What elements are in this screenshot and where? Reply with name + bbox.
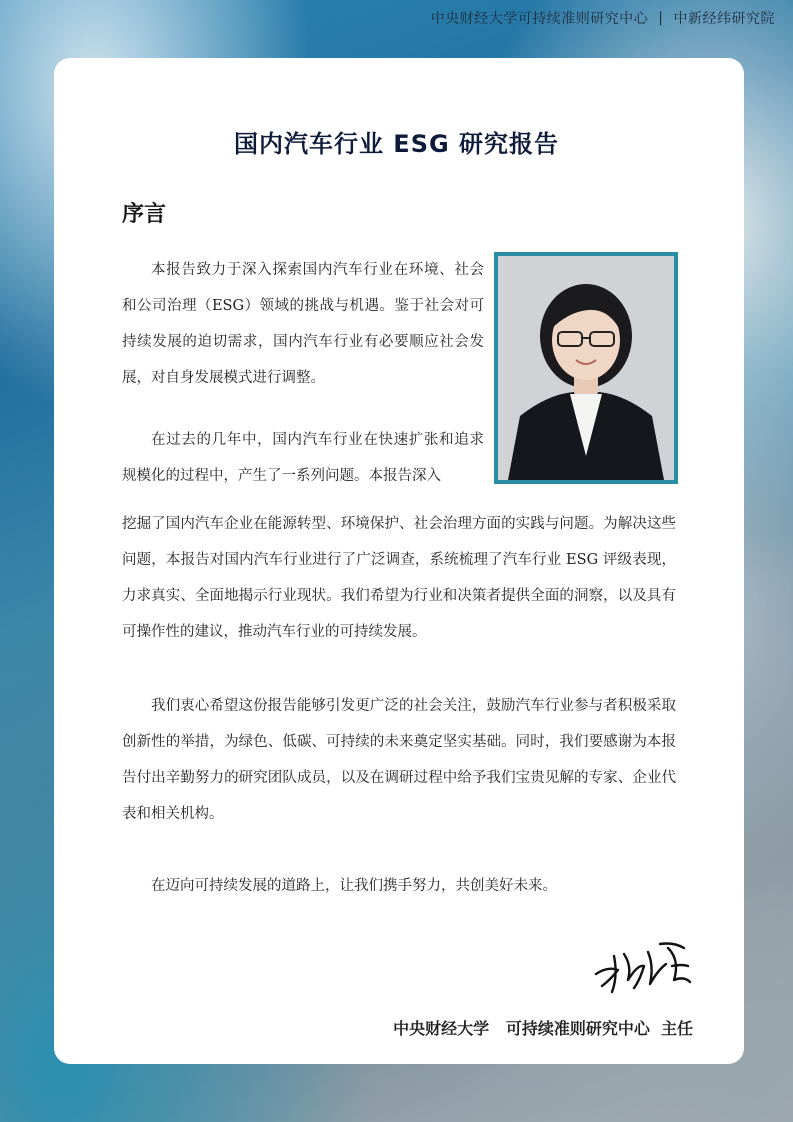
paragraph-4: 在迈向可持续发展的道路上，让我们携手努力，共创美好未来。: [151, 878, 557, 894]
report-title: 国内汽车行业 ESG 研究报告: [233, 130, 560, 158]
handwritten-signature: [588, 936, 698, 996]
paragraph-3: 我们衷心希望这份报告能够引发更广泛的社会关注，鼓励汽车行业参与者积极采取创新性的举措，为绿色、低碳、可持续的未来奠定坚实基础。同时，我们要感谢为本报告付出辛勤努力的研究团队成员，以及在调研过程中给予我们宝贵见解的专家、企业代表和相关机构。: [122, 698, 676, 822]
signer-title: 中央财经大学 可持续准则研究中心 主任: [393, 1019, 693, 1038]
header-org-2: 中新经纬研究院: [673, 11, 775, 27]
paragraph-2-part-1: 在过去的几年中，国内汽车行业在快速扩张和追求规模化的过程中，产生了一系列问题。本报告深入: [122, 432, 484, 484]
header-org-1: 中央财经大学可持续准则研究中心: [430, 11, 649, 27]
portrait-image: [498, 256, 674, 480]
paragraph-1: 本报告致力于深入探索国内汽车行业在环境、社会和公司治理（ESG）领域的挑战与机遇。鉴于社会对可持续发展的迫切需求，国内汽车行业有必要顺应社会发展，对自身发展模式进行调整。: [122, 262, 484, 386]
author-photo: [494, 252, 678, 484]
paragraph-2-part-2: 挖掘了国内汽车企业在能源转型、环境保护、社会治理方面的实践与问题。为解决这些问题，本报告对国内汽车行业进行了广泛调查，系统梳理了汽车行业 ESG 评级表现，力求真实、全面地揭示行业现状。我们希望为行业和决策者提供全面的洞察，以及具有可操作性的建议，推动汽车行业的可持续发展。: [122, 516, 676, 640]
section-title: 序言: [122, 202, 167, 227]
page-header: [0, 0, 793, 36]
header-separator: |: [658, 10, 664, 26]
